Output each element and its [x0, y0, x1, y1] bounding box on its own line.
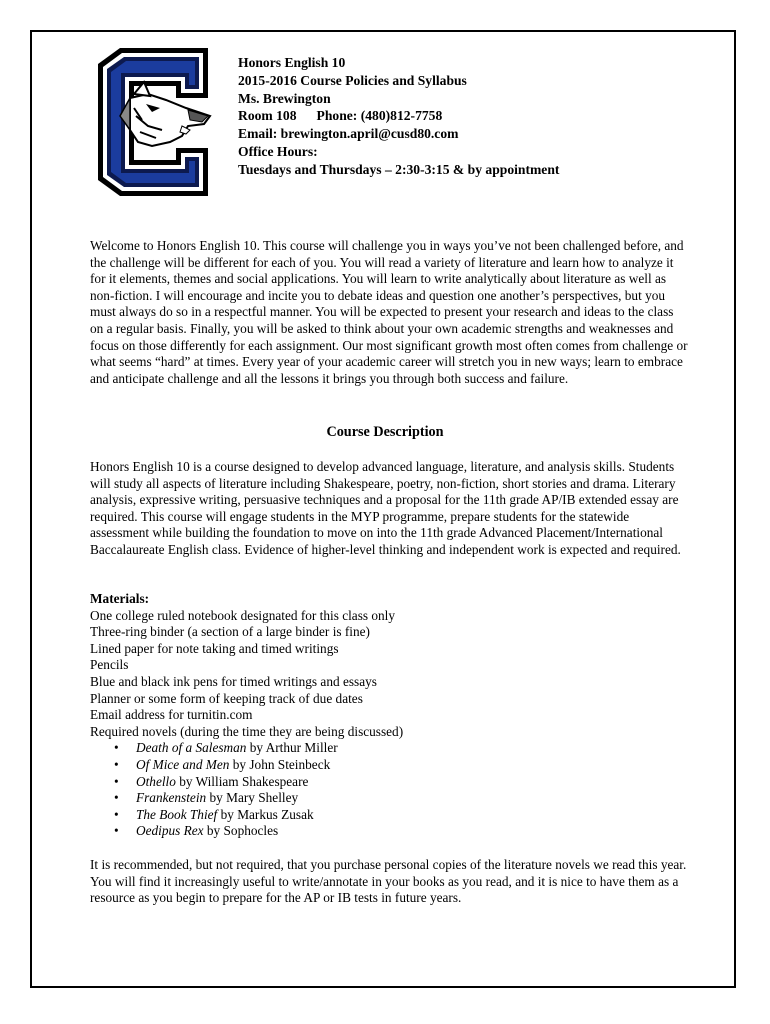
bullet-icon: •	[114, 756, 119, 772]
materials-heading: Materials:	[90, 591, 150, 606]
novel-item	[90, 757, 690, 774]
novel-title: Oedipus Rex	[136, 823, 204, 839]
room-number: Room 108	[238, 108, 297, 124]
bullet-icon: •	[114, 790, 119, 806]
bullet-icon: •	[114, 806, 119, 822]
materials-item: Required novels (during the time they are being discussed)	[90, 723, 404, 739]
teacher-name: Ms. Brewington	[238, 90, 331, 106]
materials-item: Planner or some form of keeping track of due dates	[90, 690, 363, 706]
course-header	[238, 54, 559, 179]
office-hours-label: Office Hours:	[238, 143, 318, 159]
closing-paragraph: It is recommended, but not required, that you purchase personal copies of the literature novels we read this year. You will find it increasingly useful to write/annotate in your books as you read, and it is nice to have them as a resource as you begin to prepare for the AP or IB tests in future years.	[90, 857, 687, 906]
intro-paragraph: Welcome to Honors English 10. This course will challenge you in ways you’ve not been challenged before, and the challenge will be different for each of you. You will read a variety of literature and learn how to analyze it for it elements, themes and social applications. You will learn to write analytically about literature as well as non-fiction. I will encourage and incite you to debate ideas and question one another’s perspectives, but you must always do so in a respectful manner. You will be expected to present your research and ideas to the class on a regular basis. Finally, you will be asked to think about your own academic strengths and weaknesses and focus on those differently for each assignment. Our most significant growth most often comes from challenge or what seems “hard” at times. Every year of your academic career will stretch you in new ways; learn to embrace and anticipate challenge and all the lessons it brings you through both success and failure.	[90, 238, 688, 386]
course-name: Honors English 10	[238, 55, 346, 70]
novel-author: by Markus Zusak	[217, 806, 314, 822]
novel-author: by William Shakespeare	[175, 773, 309, 789]
materials-item: Three-ring binder (a section of a large binder is fine)	[90, 624, 370, 640]
novel-item	[90, 823, 690, 840]
policies-title: 2015-2016 Course Policies and Syllabus	[238, 72, 467, 88]
school-logo	[90, 46, 214, 200]
bullet-icon: •	[114, 740, 119, 756]
novel-item	[90, 790, 690, 807]
bullet-icon: •	[114, 773, 119, 789]
novel-title: The Book Thief	[136, 806, 218, 822]
novel-title: Othello	[136, 773, 176, 789]
course-description-heading: Course Description	[326, 424, 444, 440]
novel-author: by Sophocles	[203, 823, 279, 839]
wolf-c-logo-icon	[90, 46, 214, 200]
phone-number: Phone: (480)812-7758	[316, 108, 443, 124]
novel-item	[90, 740, 690, 757]
novel-list	[90, 740, 690, 840]
materials-section	[90, 591, 690, 840]
room-phone-line	[238, 107, 559, 125]
bullet-icon: •	[114, 823, 119, 839]
materials-item: Lined paper for note taking and timed writings	[90, 640, 339, 656]
novel-item	[90, 807, 690, 824]
materials-item: One college ruled notebook designated for this class only	[90, 607, 396, 623]
novel-title: Frankenstein	[136, 790, 207, 806]
novel-author: by Mary Shelley	[206, 790, 299, 806]
novel-author: by John Steinbeck	[229, 756, 331, 772]
novel-item	[90, 774, 690, 791]
course-description-text: Honors English 10 is a course designed to develop advanced language, literature, and analysis skills. Students will study all aspects of literature including Shakespeare, poetry, non-fiction, short stories and drama. Literary analysis, expressive writing, persuasive techniques and a proposal for the 11th grade AP/IB extended essay are required. This course will engage students in the MYP programme, prepare students for the statewide assessment while building the foundation to move on into the 11th grade Advanced Placement/International Baccalaureate English class. Evidence of higher-level thinking and independent work is expected and required.	[90, 459, 681, 557]
novel-title: Death of a Salesman	[136, 740, 247, 756]
materials-item: Blue and black ink pens for timed writings and essays	[90, 673, 377, 689]
novel-author: by Arthur Miller	[246, 740, 338, 756]
novel-title: Of Mice and Men	[136, 756, 230, 772]
materials-item: Email address for turnitin.com	[90, 707, 253, 723]
office-hours: Tuesdays and Thursdays – 2:30-3:15 & by appointment	[238, 161, 560, 177]
materials-item: Pencils	[90, 657, 129, 673]
email: Email: brewington.april@cusd80.com	[238, 126, 459, 142]
